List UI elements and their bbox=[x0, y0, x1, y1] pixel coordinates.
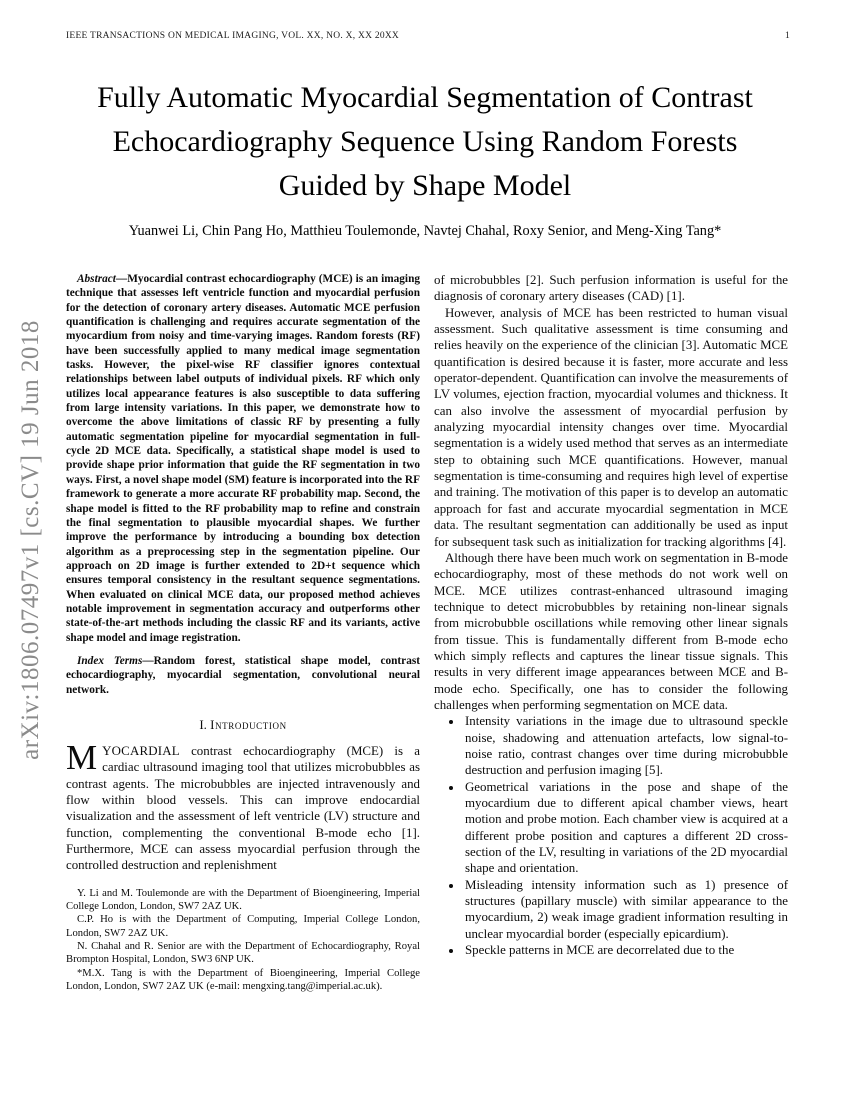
arxiv-watermark: arXiv:1806.07497v1 [cs.CV] 19 Jun 2018 bbox=[17, 320, 44, 760]
list-item: • Misleading intensity information such as 1) presence of structures (papillary muscle) with similar appearance to the myocardium, 2) weak image gradient information resulting in unclear myocardial border (especially epicardium). bbox=[463, 877, 788, 942]
body-paragraph: of microbubbles [2]. Such perfusion information is useful for the diagnosis of coronary artery diseases (CAD) [1]. bbox=[434, 273, 788, 304]
index-terms-paragraph bbox=[66, 654, 420, 697]
right-column bbox=[434, 272, 788, 993]
title-block bbox=[0, 76, 850, 240]
list-item: • Speckle patterns in MCE are decorrelated due to the bbox=[463, 942, 788, 958]
author-footnotes bbox=[66, 887, 420, 993]
section-numeral: I. bbox=[199, 716, 207, 732]
index-terms-text: —Random forest, statistical shape model, contrast echocardiography, myocardial segmentation, convolutional neural network. bbox=[66, 654, 420, 696]
section-heading-introduction bbox=[66, 717, 420, 733]
challenges-list bbox=[434, 713, 788, 958]
paper-title: Fully Automatic Myocardial Segmentation of Contrast Echocardiography Sequence Using Random Forests Guided by Shape Model bbox=[97, 81, 753, 202]
footnote: Y. Li and M. Toulemonde are with the Department of Bioengineering, Imperial College London, London, SW7 2AZ UK. bbox=[66, 887, 420, 913]
page-number: 1 bbox=[785, 31, 790, 41]
footnote: N. Chahal and R. Senior are with the Department of Echocardiography, Royal Brompton Hospital, London, SW3 6NP UK. bbox=[66, 940, 420, 966]
author-line: Yuanwei Li, Chin Pang Ho, Matthieu Toulemonde, Navtej Chahal, Roxy Senior, and Meng-Xing Tang* bbox=[128, 223, 722, 239]
abstract-paragraph bbox=[66, 272, 420, 645]
two-column-body bbox=[66, 272, 788, 993]
footnote: *M.X. Tang is with the Department of Bioengineering, Imperial College London, London, SW7 2AZ UK (e-mail: mengxing.tang@imperial.ac.uk). bbox=[66, 967, 420, 992]
index-terms-label: Index Terms bbox=[77, 654, 143, 667]
intro-lead: YOCARDIAL bbox=[102, 743, 180, 758]
intro-paragraph bbox=[66, 737, 420, 874]
intro-text: contrast echocardiography (MCE) is a cardiac ultrasound imaging tool that utilizes microbubbles as contrast agents. The microbubbles are injected intravenously and flow within blood vessels. This can improve endocardial visualization and the assessment of left ventricle (LV) structure and function, complementing the conventional B-mode echo [1]. Furthermore, MCE can assess myocardial perfusion through the controlled destruction and replenishment bbox=[66, 743, 420, 873]
list-item: • Intensity variations in the image due to ultrasound speckle noise, shadowing and attenuation artefacts, low signal-to-noise ratio, contrast changes over time during microbubble destruction and perfusion imaging [5]. bbox=[463, 713, 788, 778]
footnote: C.P. Ho is with the Department of Computing, Imperial College London, London, SW7 2AZ UK. bbox=[66, 914, 420, 939]
left-column bbox=[66, 272, 420, 993]
abstract-label: Abstract bbox=[77, 273, 116, 285]
section-title: Introduction bbox=[210, 716, 287, 732]
running-header bbox=[66, 31, 790, 41]
body-paragraph: However, analysis of MCE has been restricted to human visual assessment. Such qualitative assessment is time consuming and relies heavily on the experience of the clinician [3]. Automatic MCE quantification is desired because it is faster, more accurate and less operator-dependent. Quantification can involve the measurements of LV volumes, ejection fraction, myocardial volumes and thickness. It can also involve the assessment of myocardial perfusion by analyzing myocardial intensity changes over time. Myocardial segmentation is a widely used method that serves as an intermediate step to obtaining such MCE quantifications. However, manual segmentation is time-consuming and requires high level of expertise and training. The motivation of this paper is to develop an automatic approach for fast and accurate myocardial segmentation in MCE data. The resultant segmentation can additionally be used as input for subsequent task such as initialization for tracking algorithms [4]. bbox=[434, 305, 788, 549]
body-paragraph: Although there have been much work on segmentation in B-mode echocardiography, most of these methods do not work well on MCE. MCE utilizes contrast-enhanced ultrasound imaging technique to detect microbubbles by retaining non-linear signals from microbubble oscillations while removing other linear signals from tissue. This is fundamentally different from B-mode echo which simply reflects and captures the linear tissue signals. This results in very different image appearances between MCE and B-mode echo. Specifically, one has to consider the following challenges when performing segmentation on MCE data. bbox=[434, 550, 788, 712]
drop-cap: M bbox=[66, 737, 98, 777]
list-item: • Geometrical variations in the pose and shape of the myocardium due to different apical chamber views, heart motion and probe motion. Each chamber view is acquired at a different probe position and captures a different 2D cross-section of the LV, resulting in variations of the 2D myocardial shape and orientation. bbox=[463, 779, 788, 877]
abstract-text: —Myocardial contrast echocardiography (MCE) is an imaging technique that assesses left ventricle function and myocardial perfusion for the detection of coronary artery diseases. Automatic MCE perfusion quantification is challenging and requires accurate segmentation of the myocardium from noisy and time-varying images. Random forests (RF) have been successfully applied to many medical image segmentation tasks. However, the pixel-wise RF classifier ignores contextual relationships between label outputs of individual pixels. RF which only utilizes local appearance features is also susceptible to data suffering from large intensity variations. In this paper, we demonstrate how to overcome the above limitations of classic RF by presenting a fully automatic segmentation pipeline for myocardial segmentation in full-cycle 2D MCE data. Specifically, a statistical shape model is used to provide shape prior information that guide the RF segmentation in two ways. First, a novel shape model (SM) feature is incorporated into the RF framework to generate a more accurate RF probability map. Second, the shape model is fitted to the RF probability map to refine and constrain the final segmentation to plausible myocardial shapes. We further improve the performance by introducing a bounding box detection algorithm as a preprocessing step in the segmentation pipeline. Our approach on 2D image is further extended to 2D+t sequence which ensures temporal consistency in the resultant sequence segmentations. When evaluated on clinical MCE data, our proposed method achieves notable improvement in segmentation accuracy and outperforms other state-of-the-art methods including the classic RF and its variants, active shape model and image registration. bbox=[66, 273, 420, 644]
journal-line: IEEE TRANSACTIONS ON MEDICAL IMAGING, VOL. XX, NO. X, XX 20XX bbox=[66, 31, 400, 41]
